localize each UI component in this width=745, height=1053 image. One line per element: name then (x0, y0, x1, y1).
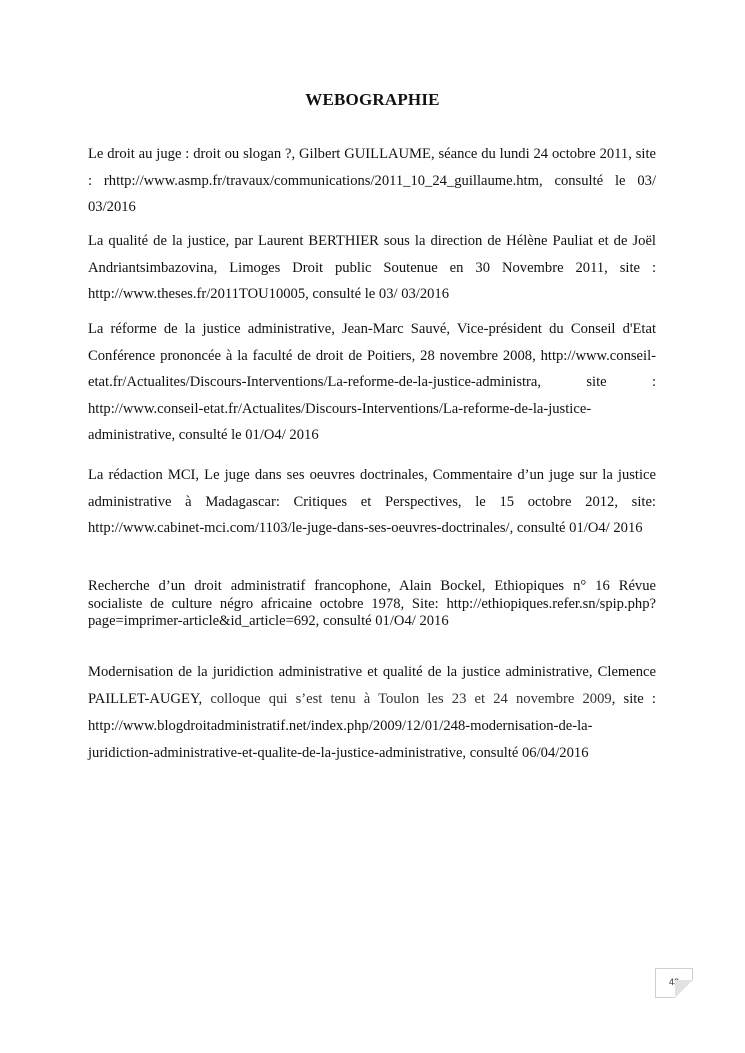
entry-text-start: Modernisation de la juridiction administrative et qualité de la justice administrative, Clemence PAILLET-AUGEY, (88, 664, 656, 707)
entry-text: La rédaction MCI, Le juge dans ses oeuvres doctrinales, Commentaire d’un juge sur la justice administrative à Madagascar: Critiques et Perspectives, le 15 octobre 2012, site: http://www.cabinet-mci.com/1103/le-juge-dans-ses-oeuvres-doctrinales/, consulté 01/O4/ 2016 (88, 467, 656, 536)
bibliography-entry (88, 228, 656, 308)
bibliography-entry (88, 659, 656, 767)
bibliography-entry (88, 141, 656, 221)
entry-text-end: , site : http://www.blogdroitadministratif.net/index.php/2009/12/01/248-modernisation-de-la-juridiction-administrative-et-qualite-de-la-justice-administrative, consulté 06/04/2016 (88, 691, 656, 761)
page-title: WEBOGRAPHIE (305, 90, 440, 109)
page-number: 43 (668, 977, 679, 987)
entry-text: Recherche d’un droit administratif francophone, Alain Bockel, Ethiopiques n° 16 Révue socialiste de culture négro africaine octobre 1978, Site: http://ethiopiques.refer.sn/spip.php?page=imprimer-article&id_article=692, consulté 01/O4/ 2016 (88, 578, 656, 630)
entry-text-colloque: colloque qui s’est tenu à Toulon les 23 et 24 novembre 2009 (210, 691, 612, 707)
page-fold-icon (675, 980, 693, 998)
entry-text: La réforme de la justice administrative, Jean-Marc Sauvé, Vice-président du Conseil d'Etat Conférence prononcée à la faculté de droit de Poitiers, 28 novembre 2008, http://www.conseil-etat.fr/Actualites/Discours-Interventions/La-reforme-de-la-justice-administra, site : http://www.conseil-etat.fr/Actualites/Discours-Interventions/La-reforme-de-la-justice-administrative, consulté le 01/O4/ 2016 (88, 321, 656, 443)
bibliography-entry (88, 578, 656, 631)
bibliography-entry (88, 316, 656, 449)
entry-text: La qualité de la justice, par Laurent BERTHIER sous la direction de Hélène Pauliat et de Joël Andriantsimbazovina, Limoges Droit public Soutenue en 30 Novembre 2011, site : http://www.theses.fr/2011TOU10005, consulté le 03/ 03/2016 (88, 233, 656, 302)
bibliography-entry (88, 462, 656, 542)
page-number-badge (655, 968, 693, 998)
entry-text (88, 659, 656, 767)
entry-text: Le droit au juge : droit ou slogan ?, Gilbert GUILLAUME, séance du lundi 24 octobre 2011, site : rhttp://www.asmp.fr/travaux/communications/2011_10_24_guillaume.htm, consulté le 03/ 03/2016 (88, 146, 656, 215)
